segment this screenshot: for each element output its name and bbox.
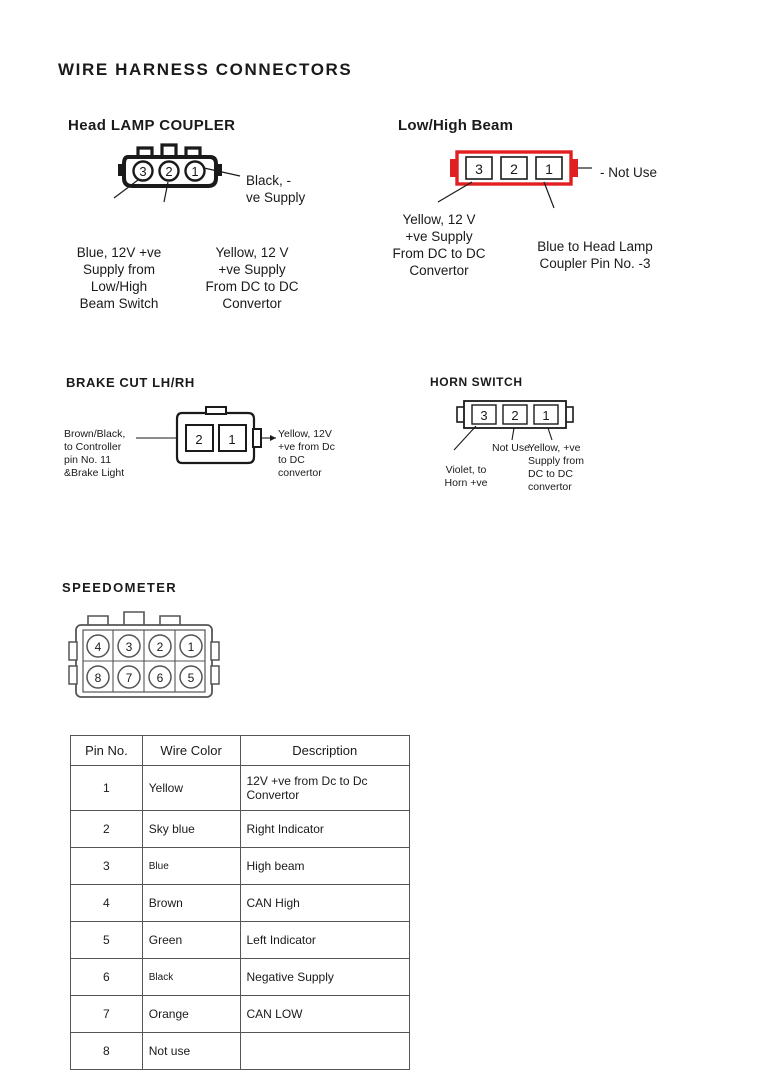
low-high-pin-2: 2	[510, 161, 518, 177]
section-title-head-lamp: Head LAMP COUPLER	[68, 117, 236, 134]
speedo-pin-5: 5	[187, 671, 195, 685]
brake-cut-pin-1: 1	[228, 432, 236, 447]
cell-pin: 6	[71, 959, 143, 996]
section-title-horn-switch: HORN SWITCH	[430, 375, 523, 389]
table-row	[71, 959, 410, 996]
brake-cut-figure	[176, 405, 268, 471]
horn-label-not-use: Not Use	[492, 442, 530, 454]
table-row	[71, 811, 410, 848]
cell-description: Negative Supply	[240, 959, 410, 996]
horn-pin-3: 3	[480, 408, 488, 423]
cell-description: Left Indicator	[240, 922, 410, 959]
speedo-pin-3: 3	[125, 640, 133, 654]
cell-color: Blue	[142, 848, 240, 885]
head-lamp-label-yellow: Yellow, 12 V +ve Supply From DC to DC Convertor	[205, 245, 299, 311]
brake-cut-label-brown-black: Brown/Black, to Controller pin No. 11 &Brake Light	[64, 428, 126, 479]
head-lamp-pin-1: 1	[191, 164, 199, 179]
cell-description: High beam	[240, 848, 410, 885]
column-header-pin-no: Pin No.	[71, 736, 143, 766]
table-row	[71, 1033, 410, 1070]
section-title-speedometer: SPEEDOMETER	[62, 580, 178, 595]
cell-description: Right Indicator	[240, 811, 410, 848]
speedo-pin-8: 8	[94, 671, 102, 685]
table-row	[71, 848, 410, 885]
cell-color: Yellow	[142, 766, 240, 811]
low-high-pin-3: 3	[475, 161, 483, 177]
horn-switch-figure	[456, 398, 586, 438]
speedometer-pin-table	[70, 735, 410, 1070]
cell-color: Orange	[142, 996, 240, 1033]
horn-pin-1: 1	[542, 408, 550, 423]
speedo-pin-2: 2	[156, 640, 164, 654]
table-row	[71, 996, 410, 1033]
speedometer-figure	[66, 608, 234, 712]
cell-description: 12V +ve from Dc to Dc Convertor	[240, 766, 410, 811]
low-high-pin-1: 1	[545, 161, 553, 177]
head-lamp-label-blue: Blue, 12V +ve Supply from Low/High Beam Switch	[76, 245, 162, 311]
table-row	[71, 766, 410, 811]
column-header-description: Description	[240, 736, 410, 766]
table-row	[71, 885, 410, 922]
cell-pin: 5	[71, 922, 143, 959]
brake-cut-pin-2: 2	[195, 432, 203, 447]
cell-color: Green	[142, 922, 240, 959]
cell-color: Brown	[142, 885, 240, 922]
horn-pin-2: 2	[511, 408, 519, 423]
speedo-pin-7: 7	[125, 671, 133, 685]
section-title-brake-cut: BRAKE CUT LH/RH	[66, 375, 195, 390]
cell-pin: 4	[71, 885, 143, 922]
speedo-pin-4: 4	[94, 640, 102, 654]
cell-description: CAN High	[240, 885, 410, 922]
cell-description	[240, 1033, 410, 1070]
speedo-pin-1: 1	[187, 640, 195, 654]
head-lamp-pin-2: 2	[165, 164, 173, 179]
cell-color: Not use	[142, 1033, 240, 1070]
low-high-label-yellow: Yellow, 12 V +ve Supply From DC to DC Convertor	[392, 212, 486, 278]
low-high-beam-figure	[448, 150, 600, 196]
cell-description: CAN LOW	[240, 996, 410, 1033]
cell-color: Black	[142, 959, 240, 996]
section-title-low-high-beam: Low/High Beam	[398, 117, 514, 134]
table-row	[71, 922, 410, 959]
low-high-label-not-use: - Not Use	[600, 165, 658, 180]
horn-label-yellow: Yellow, +ve Supply from DC to DC convertor	[528, 442, 585, 493]
column-header-wire-color: Wire Color	[142, 736, 240, 766]
page-title: WIRE HARNESS CONNECTORS	[58, 60, 353, 79]
low-high-label-blue: Blue to Head Lamp Coupler Pin No. -3	[537, 239, 653, 271]
cell-pin: 8	[71, 1033, 143, 1070]
head-lamp-label-black: Black, - ve Supply	[246, 173, 306, 205]
cell-pin: 7	[71, 996, 143, 1033]
cell-pin: 1	[71, 766, 143, 811]
speedo-pin-6: 6	[156, 671, 164, 685]
cell-color: Sky blue	[142, 811, 240, 848]
cell-pin: 3	[71, 848, 143, 885]
head-lamp-coupler-figure	[112, 142, 242, 212]
head-lamp-pin-3: 3	[139, 164, 147, 179]
cell-pin: 2	[71, 811, 143, 848]
brake-cut-label-yellow: Yellow, 12V +ve from Dc to DC convertor	[278, 428, 335, 479]
horn-label-violet: Violet, to Horn +ve	[444, 464, 488, 489]
table-header-row	[71, 736, 410, 766]
